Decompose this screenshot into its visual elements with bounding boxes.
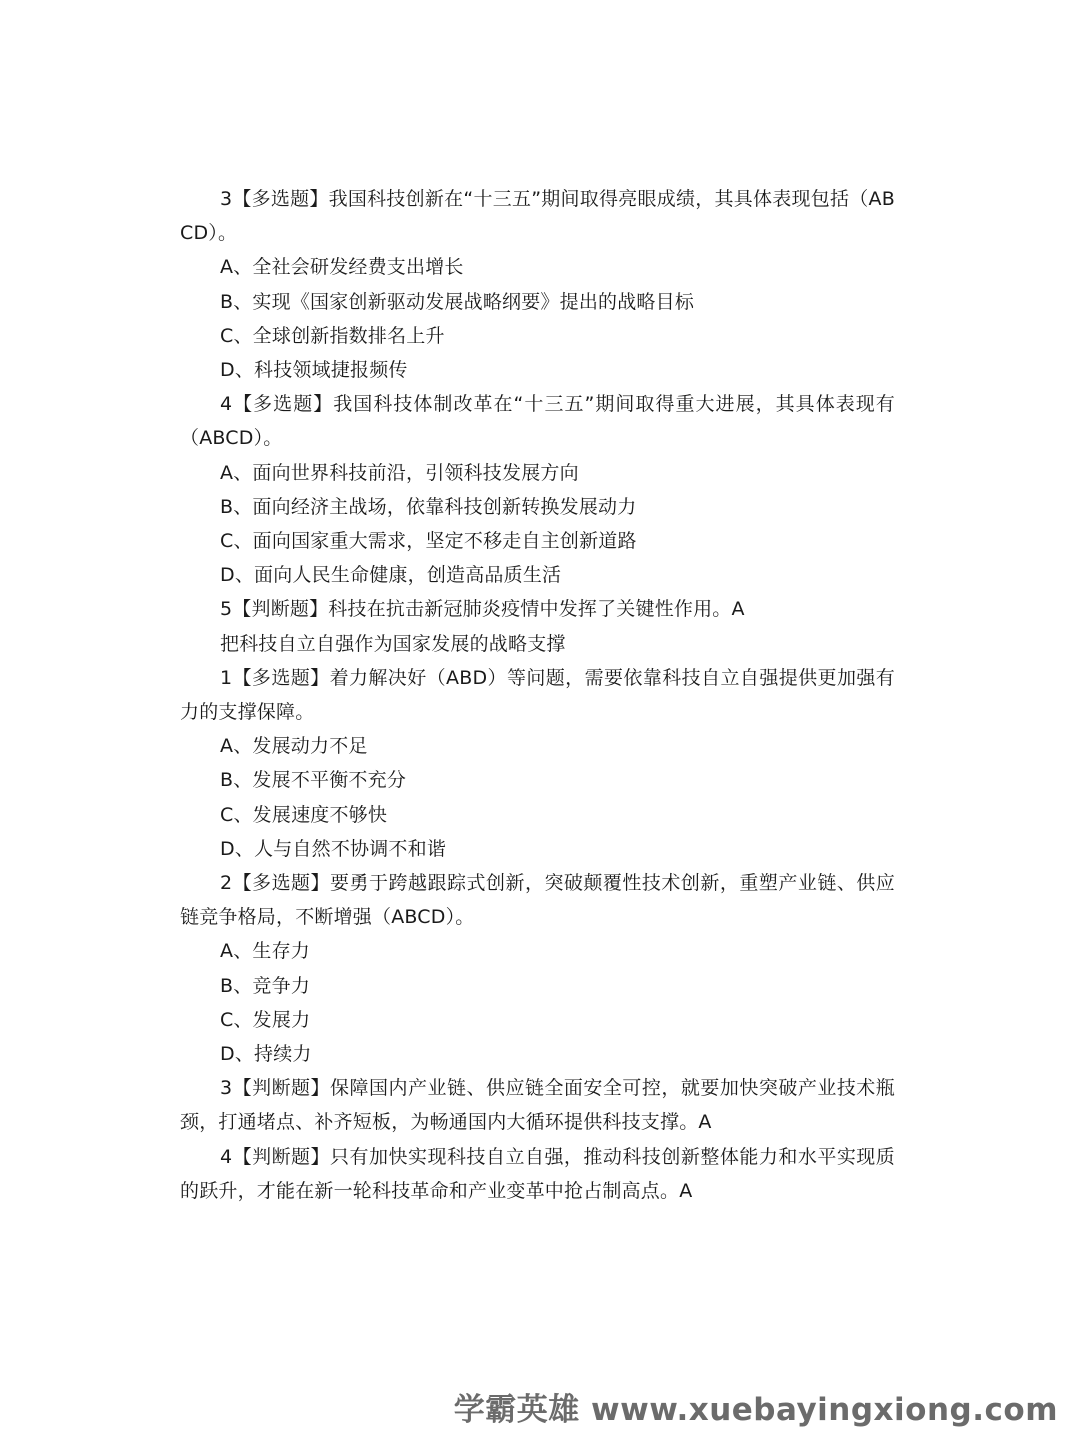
section-question-1-stem: 1【多选题】着力解决好（ABD）等问题，需要依靠科技自立自强提供更加强有力的支撑保障。 — [180, 666, 895, 724]
watermark-text: 学霸英雄 www.xuebayingxiong.com — [453, 1392, 1058, 1428]
question-4-option-b: B、面向经济主战场，依靠科技创新转换发展动力 — [220, 495, 637, 518]
question-4-option-d: D、面向人民生命健康，创造高品质生活 — [220, 564, 562, 587]
section-question-4-judgement: 4【判断题】只有加快实现科技自立自强，推动科技创新整体能力和水平实现质的跃升，才能在新一轮科技革命和产业变革中抢占制高点。A — [180, 1145, 895, 1202]
section-question-2-option-a: A、生存力 — [220, 940, 310, 963]
question-3-option-b: B、实现《国家创新驱动发展战略纲要》提出的战略目标 — [220, 290, 695, 313]
section-question-3-judgement: 3【判断题】保障国内产业链、供应链全面安全可控，就要加快突破产业技术瓶颈，打通堵点、补齐短板，为畅通国内大循环提供科技支撑。A — [180, 1077, 895, 1134]
question-4-stem: 4【多选题】我国科技体制改革在“十三五”期间取得重大进展，其具体表现有（ABCD）。 — [180, 393, 895, 450]
question-4-option-c: C、面向国家重大需求，坚定不移走自主创新道路 — [220, 530, 637, 553]
section-question-1-option-a: A、发展动力不足 — [220, 735, 368, 758]
question-3-option-a: A、全社会研发经费支出增长 — [220, 256, 464, 279]
document-body — [180, 182, 895, 1208]
question-5-judgement: 5【判断题】科技在抗击新冠肺炎疫情中发挥了关键性作用。A — [220, 598, 745, 621]
section-heading: 把科技自立自强作为国家发展的战略支撑 — [220, 632, 566, 655]
section-question-2-option-d: D、持续力 — [220, 1043, 312, 1066]
question-3-option-d: D、科技领域捷报频传 — [220, 359, 408, 382]
question-3-stem: 3【多选题】我国科技创新在“十三五”期间取得亮眼成绩，其具体表现包括（ABCD）。 — [180, 188, 895, 245]
section-question-1-option-b: B、发展不平衡不充分 — [220, 769, 407, 792]
section-question-2-option-b: B、竞争力 — [220, 974, 311, 997]
section-question-2-option-c: C、发展力 — [220, 1008, 311, 1031]
section-question-1-option-c: C、发展速度不够快 — [220, 803, 388, 826]
section-question-1-option-d: D、人与自然不协调不和谐 — [220, 837, 447, 860]
question-3-option-c: C、全球创新指数排名上升 — [220, 324, 445, 347]
section-question-2-stem: 2【多选题】要勇于跨越跟踪式创新，突破颠覆性技术创新，重塑产业链、供应链竞争格局，不断增强（ABCD）。 — [180, 872, 895, 929]
question-4-option-a: A、面向世界科技前沿，引领科技发展方向 — [220, 461, 579, 484]
